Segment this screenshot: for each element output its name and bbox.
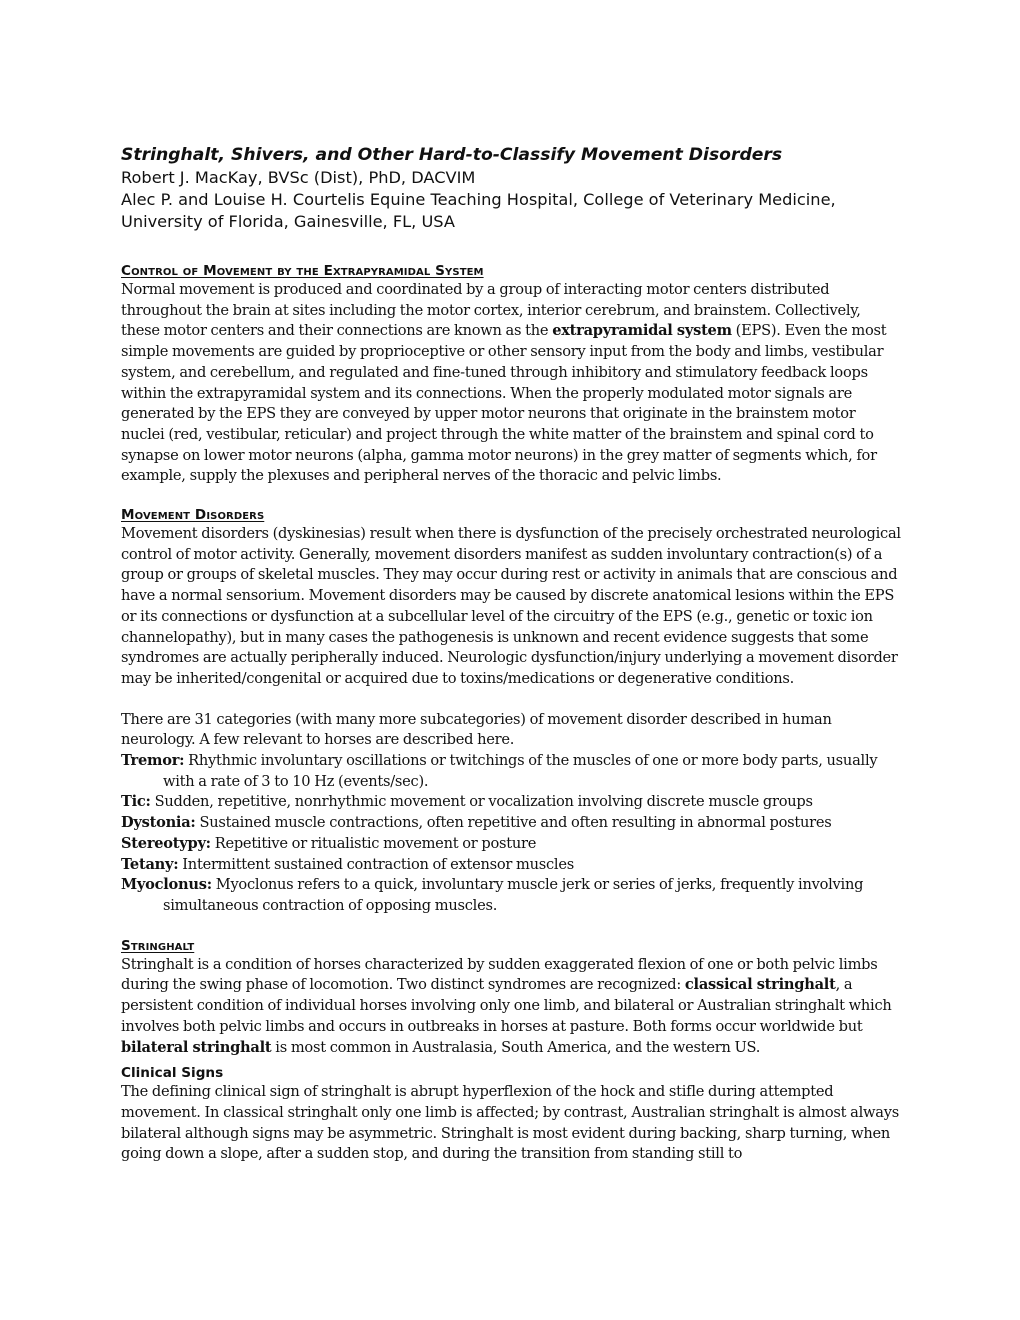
text-run: is most common in Australasia, South America, and the western US. — [271, 1038, 761, 1056]
term-label: Tetany: — [121, 855, 179, 873]
term-definition: Sudden, repetitive, nonrhythmic movement or vocalization involving discrete muscle groups — [150, 793, 813, 811]
bold-term-bilateral-stringhalt: bilateral stringhalt — [121, 1038, 272, 1056]
section-heading-stringhalt: Stringhalt — [121, 937, 195, 954]
clinical-signs-paragraph: The defining clinical sign of stringhalt is abrupt hyperflexion of the hock and stifle during attempted movement. In classical stringhalt only one limb is affected; by contrast, Australian stringhalt is almost always bilateral although signs may be asymmetric. Stringhalt is most evident during backing, sharp turning, when going down a slope, after a sudden stop, and during the transition from standing still to — [121, 1083, 899, 1163]
affiliation: Alec P. and Louise H. Courtelis Equine Teaching Hospital, College of Veterinary Medicine, University of Florida, Gainesville, FL, USA — [121, 190, 836, 231]
paper-title: Stringhalt, Shivers, and Other Hard-to-Classify Movement Disorders — [121, 145, 783, 165]
term-label: Dystonia: — [121, 814, 196, 832]
list-item — [121, 834, 901, 855]
term-definition: Myoclonus refers to a quick, involuntary muscle jerk or series of jerks, frequently involving simultaneous contraction of opposing muscles. — [163, 876, 864, 914]
text-run: (EPS). Even the most simple movements are guided by proprioceptive or other sensory input from the body and limbs, vestibular system, and cerebellum, and regulated and fine-tuned through inhibitory and stimulatory feedback loops within the extrapyramidal system and its connections. When the properly modulated motor signals are generated by the EPS they are conveyed by upper motor neurons that originate in the brainstem motor nuclei (red, vestibular, reticular) and project through the white matter of the brainstem and spinal cord to synapse on lower motor neurons (alpha, gamma motor neurons) in the grey matter of segments which, for example, supply the plexuses and peripheral nerves of the thoracic and pelvic limbs. — [121, 322, 887, 485]
list-item — [121, 855, 901, 876]
movement-disorders-paragraph: Movement disorders (dyskinesias) result when there is dysfunction of the precisely orchestrated neurological control of motor activity. Generally, movement disorders manifest as sudden involuntary contraction(s) of a group or groups of skeletal muscles. They may occur during rest or activity in animals that are conscious and have a normal sensorium. Movement disorders may be caused by discrete anatomical lesions within the EPS or its connections or dysfunction at a subcellular level of the circuitry of the EPS (e.g., genetic or toxic ion channelopathy), but in many cases the pathogenesis is unknown and recent evidence suggests that some syndromes are actually peripherally induced. Neurologic dysfunction/injury underlying a movement disorder may be inherited/congenital or acquired due to toxins/medications or degenerative conditions. — [121, 525, 901, 687]
text-run: Stringhalt is a condition of horses characterized by sudden exaggerated flexion of one or both pelvic limbs during the swing phase of locomotion. Two distinct syndromes are recognized: — [121, 955, 878, 994]
list-item — [121, 751, 901, 792]
stringhalt-paragraph — [121, 955, 901, 1059]
section-heading-extrapyramidal: Control of Movement by the Extrapyramidal System — [121, 263, 484, 279]
author-line: Robert J. MacKay, BVSc (Dist), PhD, DACVIM — [121, 168, 476, 187]
term-definition: Intermittent sustained contraction of extensor muscles — [178, 855, 574, 873]
text-run: , a persistent condition of individual horses involving only one limb, and bilateral or Australian stringhalt which involves both pelvic limbs and occurs in outbreaks in horses at pasture. Both forms occur worldwide but — [121, 976, 892, 1035]
subheading-clinical-signs: Clinical Signs — [121, 1065, 224, 1082]
term-label: Myoclonus: — [121, 876, 212, 894]
bold-term-extrapyramidal-system: extrapyramidal system — [552, 322, 732, 340]
term-label: Tic: — [121, 793, 151, 811]
text-run: Normal movement is produced and coordinated by a group of interacting motor centers distributed throughout the brain at sites including the motor cortex, interior cerebrum, and brainstem. Collectively, these motor centers and their connections are known as the — [121, 281, 861, 340]
list-item — [121, 792, 901, 813]
term-label: Stereotypy: — [121, 834, 211, 852]
bold-term-classical-stringhalt: classical stringhalt — [684, 976, 836, 994]
categories-paragraph: There are 31 categories (with many more subcategories) of movement disorder described in human neurology. A few relevant to horses are described here. — [121, 710, 832, 749]
term-definition: Repetitive or ritualistic movement or posture — [210, 834, 537, 852]
list-item — [121, 875, 901, 916]
list-item — [121, 813, 901, 834]
section-heading-movement-disorders: Movement Disorders — [121, 507, 265, 524]
extrapyramidal-paragraph — [121, 280, 901, 487]
term-definition: Rhythmic involuntary oscillations or twitchings of the muscles of one or more body parts, usually with a rate of 3 to 10 Hz (events/sec). — [163, 752, 878, 790]
term-definition: Sustained muscle contractions, often repetitive and often resulting in abnormal postures — [195, 814, 832, 832]
term-label: Tremor: — [121, 752, 185, 770]
document-page — [121, 144, 901, 1165]
disorder-definition-list — [121, 751, 901, 917]
